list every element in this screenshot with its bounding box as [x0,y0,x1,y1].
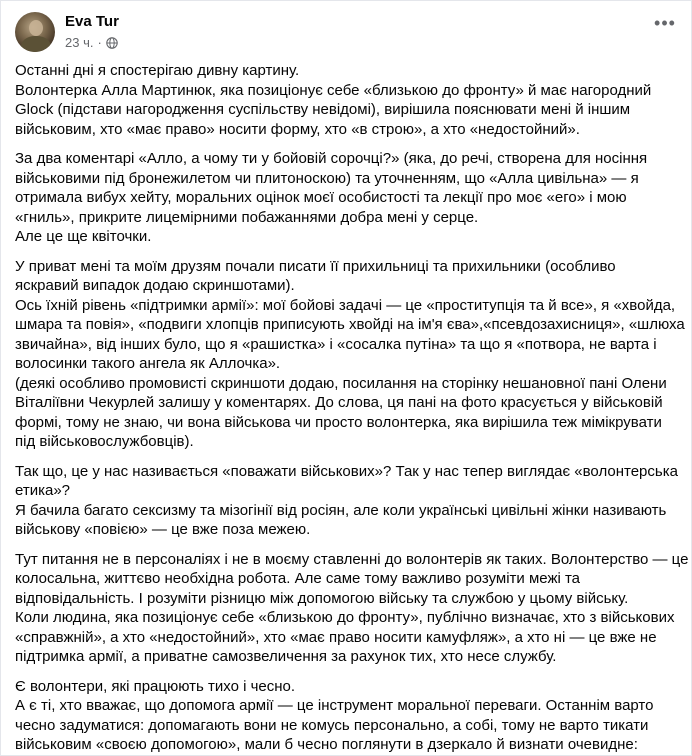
post-paragraph [15,550,689,667]
post-paragraph [15,149,681,247]
post-text-line: Але це ще квіточки. [15,228,152,245]
post-text-line: Я бачила багато сексизму та мізогінії від росіян, але коли українські цивільні жінки називають [15,501,667,519]
post-text-line: отримала вибух хейту, моральних оцінок моєї особистості та лекції про моє «его» і мою [15,189,627,206]
post-text-line: військовими під бронежилетом чи плитоноскою) та уточненням, що «Алла цивільна» — я [15,169,639,187]
post-text-line: під військовослужбовців). [15,433,194,450]
globe-icon[interactable] [106,37,118,49]
post-text-line: військову «повією» — це вже поза межею. [15,521,311,538]
post-paragraph [15,61,681,139]
post-paragraph [15,462,681,540]
post-text-line: звичайна», від інших було, що я «рашистка» і «сосалка путіна» та що я «потвора, не варта і [15,335,657,353]
post-text-line: «гниль», прикрите лицемірними побажаннями добра мені у серце. [15,208,479,226]
post-text-line: За два коментарі «Алло, а чому ти у бойовій сорочці?» (яка, до речі, створена для носіння [15,150,648,167]
post-text-line: яскравий випадок додаю скриншотами). [15,277,295,294]
post-text-line: Є волонтери, які працюють тихо і чесно. [15,677,296,695]
post-text-line: волосинки такого ангела як Аллочка». [15,355,281,372]
post-text-line: (деякі особливо промовисті скриншоти додаю, посилання на сторінку нешановної пані Олени [15,374,667,392]
post-header [13,11,681,55]
post-paragraph [15,257,685,452]
post-text-line: А є ті, хто вважає, що допомога армії — це інструмент моральної переваги. Останнім варто [15,697,654,714]
post-text-line: чесно задуматися: допомагають вони не комусь персонально, а собі, тому не варто тикати [15,716,649,734]
post-text-line: Коли людина, яка позиціонує себе «близькою до фронту», публічно визначає, хто з військових [15,609,675,626]
post-text-line: Glock (підстави нагородження суспільству невідомі), вирішила пояснювати мені й іншим [15,101,631,118]
avatar-face [29,20,43,36]
post-text-line: військовим, хто «має право» носити форму, хто «в строю», а хто «недостойний». [15,120,580,138]
post-time[interactable]: 23 ч. [65,35,94,50]
post-text-line: У приват мені та моїм друзям почали писати її прихильниці та прихильники (особливо [15,257,616,275]
author-name[interactable]: Eva Tur [65,13,119,30]
post-text-line: Тут питання не в персоналіях і не в моєму ставленні до волонтерів як таких. Волонтерство — це [15,550,689,568]
post-text-line: військовим «своєю допомогою», мали б чесно поглянути в дзеркало й визнати очевидне: [15,736,638,753]
post-text-line: підтримка армії, а приватне самозвеличення за рахунок тих, хто несе службу. [15,648,557,665]
post-paragraph [15,677,681,755]
post-body [15,61,689,756]
more-horizontal-icon: ••• [654,13,676,33]
post-text-line: Останні дні я спостерігаю дивну картину. [15,62,300,79]
more-options-button[interactable] [651,15,679,37]
avatar-body [21,36,51,52]
post-text-line: етика»? [15,482,71,499]
post-text-line: Так що, це у нас називається «поважати військових»? Так у нас тепер виглядає «волонтерська [15,462,678,480]
post-text-line: колосальна, життєво необхідна робота. Але саме тому важливо розуміти межі та [15,570,581,587]
post-text-line: Волонтерка Алла Мартинюк, яка позиціонує себе «близькою до фронту» й має нагородний [15,81,652,99]
post-text-line: відповідальність. І розуміти різницю між допомогою війську та службою у цьому війську. [15,589,629,607]
post-text-line: шмара та повія», «подвиги хлопців приписують хвойді на ім'я єва»,«псевдозахисниця», «шлюха [15,316,685,333]
post-text-line: Ось їхній рівень «підтримки армії»: мої бойові задачі — це «проститупція та й все», я «хвойда, [15,296,676,314]
meta-separator: · [97,35,102,50]
avatar[interactable] [15,12,55,52]
post-text-line: формі, тому не знаю, чи вона військова чи просто волонтерка, яка вирішила теж мімікрувати [15,413,662,431]
post-text-line: «справжній», а хто «недостойний», хто «має право носити камуфляж», а хто ні — це вже не [15,628,657,646]
post-meta [65,35,118,50]
post-text-line: Віталіївни Чекурлей залишу у коментарях. До слова, ця пані на фото красується у військовій [15,394,663,411]
